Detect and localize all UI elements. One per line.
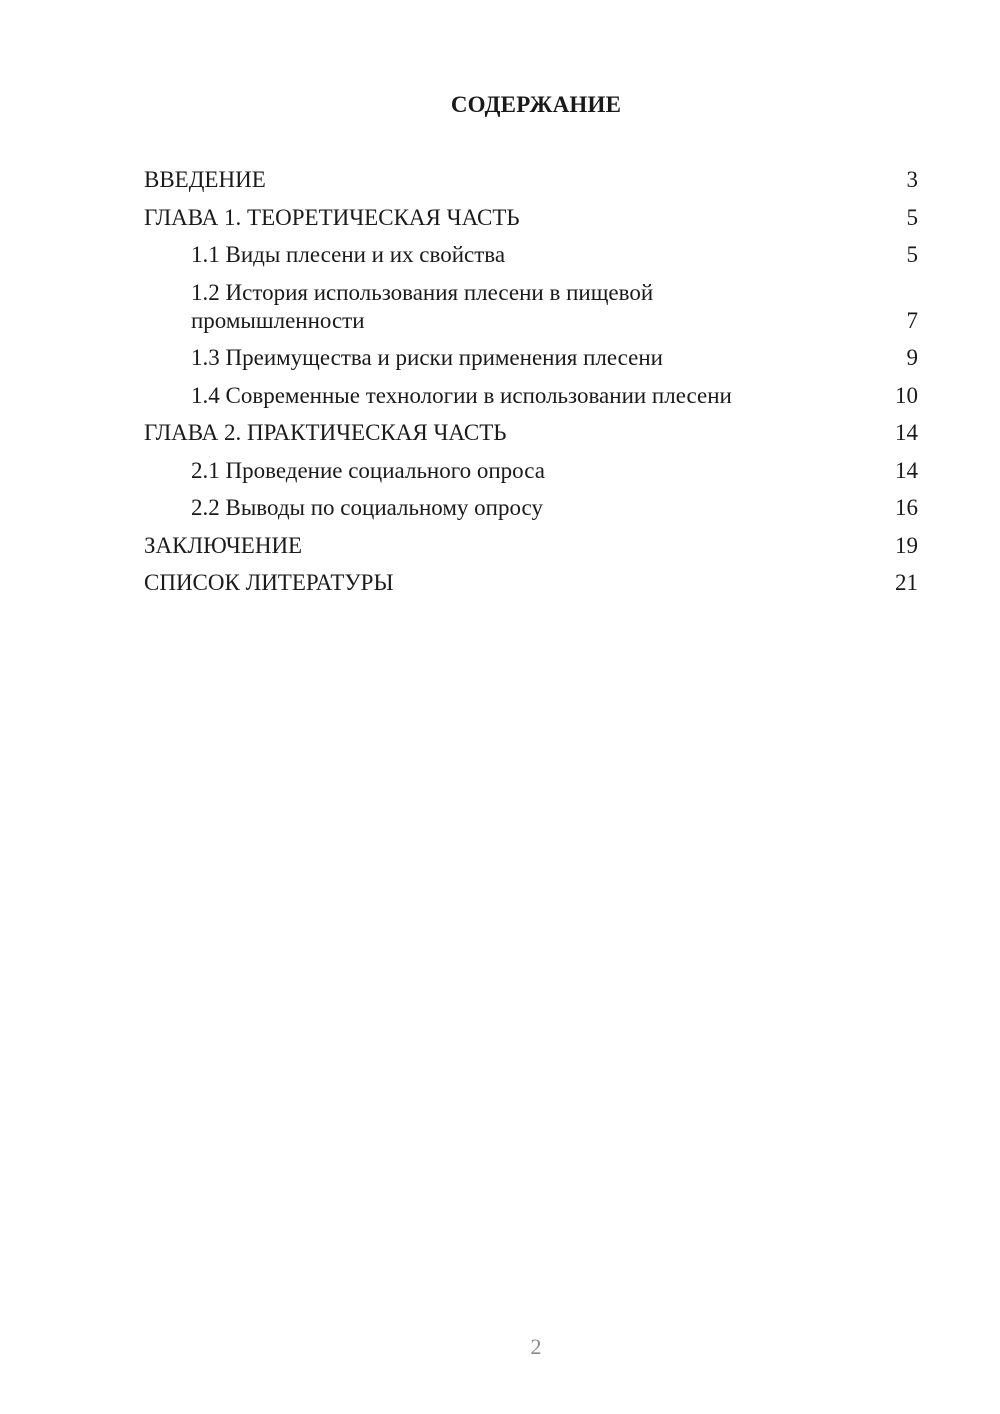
toc-entry-page: 3 — [906, 167, 918, 192]
toc-entry-chapter-1 — [144, 204, 918, 232]
toc-entry-page: 9 — [906, 345, 918, 370]
toc-entry-page: 14 — [895, 420, 918, 445]
toc-entry-section-1-1 — [144, 241, 918, 269]
toc-entry-page: 21 — [895, 570, 918, 595]
toc-entry-section-2-1 — [144, 457, 918, 485]
toc-heading: СОДЕРЖАНИЕ — [450, 92, 622, 117]
toc-entry-page: 10 — [895, 382, 918, 408]
toc-entry-references — [144, 569, 918, 597]
toc-entry-text: ГЛАВА 2. ПРАКТИЧЕСКАЯ ЧАСТЬ — [144, 420, 507, 445]
toc-entry-text: ВВЕДЕНИЕ — [144, 167, 266, 192]
toc-entry-text: 1.3 Преимущества и риски применения плесени — [191, 345, 663, 370]
toc-entry-page: 7 — [906, 307, 918, 333]
toc-entry-chapter-2 — [144, 419, 918, 447]
toc-entry-text: 1.4 Современные технологии в использовании плесени — [191, 382, 732, 408]
toc-entry-page: 19 — [895, 532, 918, 558]
toc-entry-page: 5 — [906, 204, 918, 230]
toc-entry-introduction — [144, 166, 918, 194]
toc-entry-section-1-3 — [144, 344, 918, 372]
toc-entry-text: 2.2 Выводы по социальному опросу — [191, 495, 543, 520]
toc-entry-section-1-4 — [144, 382, 918, 410]
toc-entry-text: 1.1 Виды плесени и их свойства — [191, 242, 506, 267]
page-number: 2 — [530, 1334, 542, 1359]
toc-entry-section-2-2 — [144, 494, 918, 522]
toc-entry-conclusion — [144, 532, 918, 560]
toc-entry-text: СПИСОК ЛИТЕРАТУРЫ — [144, 570, 394, 595]
toc-entry-page: 14 — [895, 457, 918, 483]
toc-entry-page: 5 — [906, 242, 918, 267]
toc-entry-text: 1.2 История использования плесени в пищевой промышленности — [191, 279, 654, 333]
toc-entry-section-1-2 — [144, 279, 918, 335]
toc-entry-text: ЗАКЛЮЧЕНИЕ — [144, 532, 303, 558]
toc-entry-text: 2.1 Проведение социального опроса — [191, 457, 545, 483]
toc-entry-page: 16 — [895, 495, 918, 520]
table-of-contents — [144, 166, 918, 607]
toc-entry-text: ГЛАВА 1. ТЕОРЕТИЧЕСКАЯ ЧАСТЬ — [144, 204, 520, 230]
